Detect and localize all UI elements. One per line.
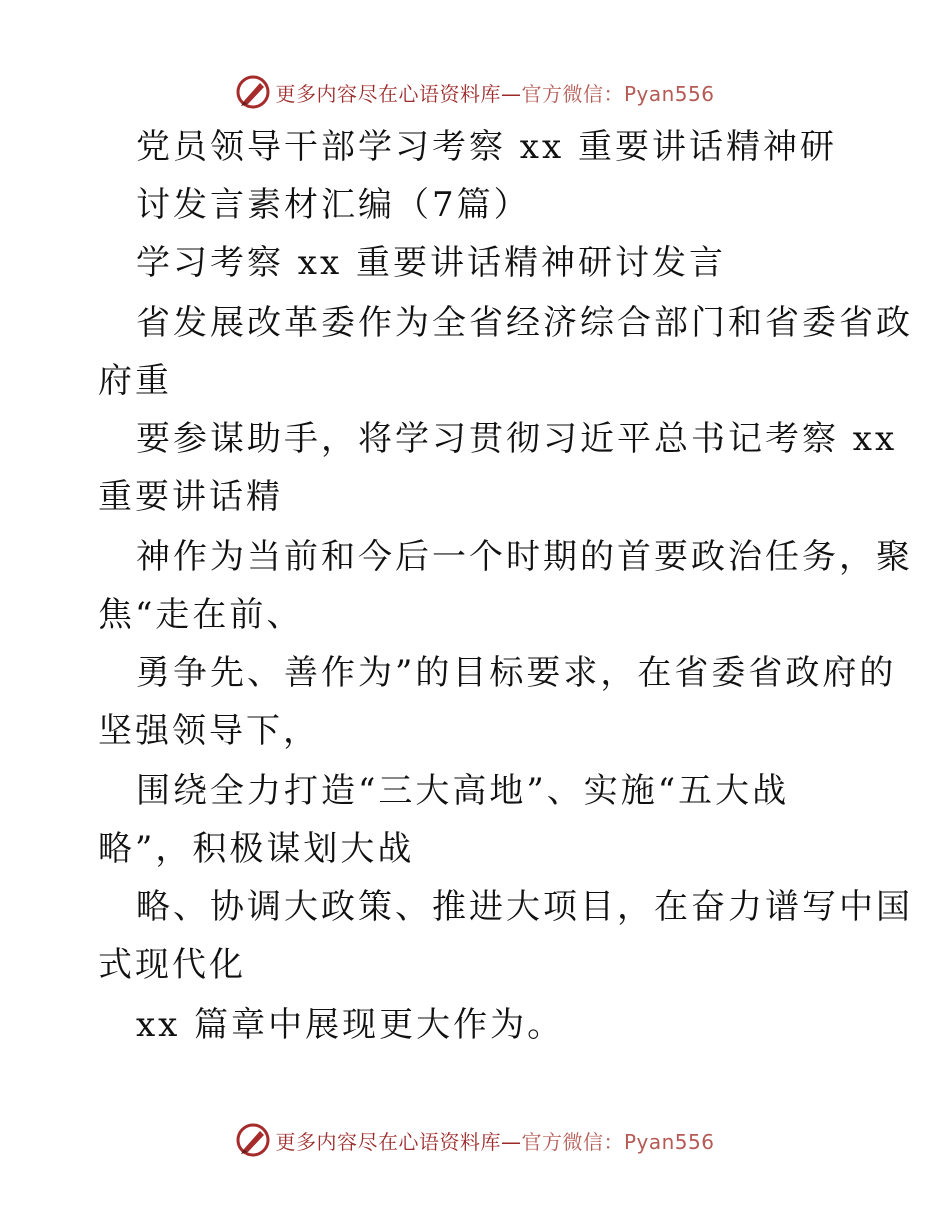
banner-text: 更多内容尽在心语资料库—官方微信：Pyan556	[275, 81, 715, 106]
banner-text: 更多内容尽在心语资料库—官方微信：Pyan556	[275, 1129, 715, 1154]
paragraph-line: 焦“走在前、	[98, 595, 304, 635]
paragraph-line: 府重	[98, 361, 172, 401]
footer-banner	[0, 1118, 950, 1162]
title-line-1: 党员领导干部学习考察 xx 重要讲话精神研	[136, 127, 837, 167]
paragraph-line: 坚强领导下，	[98, 711, 320, 751]
paragraph-line: 略、协调大政策、推进大项目，在奋力谱写中国	[136, 887, 913, 927]
paragraph-line: 勇争先、善作为”的目标要求，在省委省政府的	[136, 653, 897, 693]
pen-logo-icon	[235, 74, 271, 110]
title-line-2: 讨发言素材汇编（7篇）	[136, 185, 531, 225]
paragraph-line: 重要讲话精	[98, 477, 283, 517]
paragraph-line: 略”，积极谋划大战	[98, 829, 415, 869]
paragraph-line: 省发展改革委作为全省经济综合部门和省委省政	[136, 303, 913, 343]
pen-logo-icon	[235, 1122, 271, 1158]
header-banner	[0, 70, 950, 114]
paragraph-line: 围绕全力打造“三大高地”、实施“五大战	[136, 771, 790, 811]
paragraph-line: 神作为当前和今后一个时期的首要政治任务，聚	[136, 537, 913, 577]
paragraph-line: xx 篇章中展现更大作为。	[136, 1005, 565, 1045]
paragraph-line: 要参谋助手，将学习贯彻习近平总书记考察 xx	[136, 419, 898, 459]
subtitle: 学习考察 xx 重要讲话精神研讨发言	[136, 243, 726, 283]
paragraph-line: 式现代化	[98, 945, 246, 985]
